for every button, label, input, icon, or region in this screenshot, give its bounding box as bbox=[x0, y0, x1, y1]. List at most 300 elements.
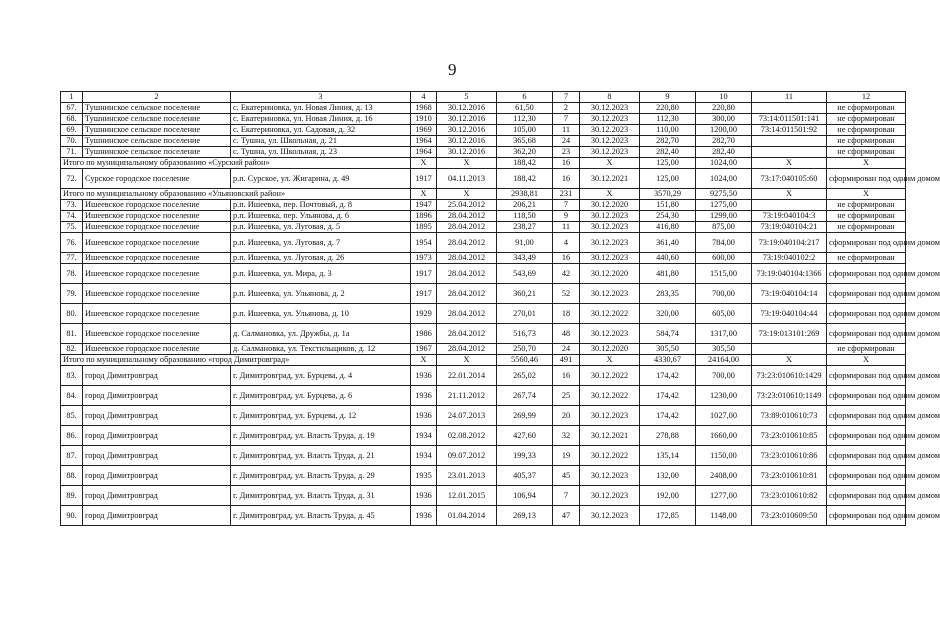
land-area: 174,42 bbox=[640, 406, 696, 426]
construction-year: 1936 bbox=[411, 386, 437, 406]
total-area: 24164,00 bbox=[696, 355, 752, 366]
house-address: р.п. Сурское, ул. Жигарина, д. 49 bbox=[231, 169, 411, 189]
total-area: 605,00 bbox=[696, 304, 752, 324]
land-area: 135,14 bbox=[640, 446, 696, 466]
construction-year: 1934 bbox=[411, 426, 437, 446]
settlement-name: Тушнинское сельское поселение bbox=[83, 125, 231, 136]
cadastral-number: Х bbox=[752, 189, 827, 200]
residents-count: 16 bbox=[553, 169, 580, 189]
cadastral-number bbox=[752, 344, 827, 355]
row-number: 85. bbox=[61, 406, 83, 426]
resettlement-deadline: 30.12.2022 bbox=[580, 304, 640, 324]
residents-count: 9 bbox=[553, 211, 580, 222]
table-row bbox=[61, 200, 906, 211]
settlement-name: Тушнинское сельское поселение bbox=[83, 136, 231, 147]
living-area: 238,27 bbox=[497, 222, 553, 233]
recognition-date: 28.04.2012 bbox=[437, 284, 497, 304]
row-number: 80. bbox=[61, 304, 83, 324]
construction-year: Х bbox=[411, 355, 437, 366]
column-header: 1 bbox=[61, 92, 83, 103]
total-area: 1024,00 bbox=[696, 169, 752, 189]
land-plot-status: сформирован под одним домом bbox=[827, 446, 906, 466]
house-address: р.п. Ишеевка, ул. Ульянова, д. 2 bbox=[231, 284, 411, 304]
construction-year: 1967 bbox=[411, 344, 437, 355]
row-number: 81. bbox=[61, 324, 83, 344]
total-area: 700,00 bbox=[696, 284, 752, 304]
total-area: 1317,00 bbox=[696, 324, 752, 344]
settlement-name: город Димитровград bbox=[83, 446, 231, 466]
total-area: 1024,00 bbox=[696, 158, 752, 169]
row-number: 67. bbox=[61, 103, 83, 114]
row-number: 68. bbox=[61, 114, 83, 125]
land-plot-status: сформирован под одним домом bbox=[827, 366, 906, 386]
recognition-date: 28.04.2012 bbox=[437, 344, 497, 355]
table-row bbox=[61, 486, 906, 506]
table-row bbox=[61, 222, 906, 233]
total-area: 1275,00 bbox=[696, 200, 752, 211]
column-header: 5 bbox=[437, 92, 497, 103]
land-area: 125,00 bbox=[640, 158, 696, 169]
land-plot-status: сформирован под одним домом bbox=[827, 304, 906, 324]
total-area: 305,50 bbox=[696, 344, 752, 355]
total-area: 784,00 bbox=[696, 233, 752, 253]
recognition-date: Х bbox=[437, 355, 497, 366]
land-area: 110,00 bbox=[640, 125, 696, 136]
land-area: 192,00 bbox=[640, 486, 696, 506]
living-area: 199,33 bbox=[497, 446, 553, 466]
living-area: 2938,81 bbox=[497, 189, 553, 200]
cadastral-number: 73:19:040102:2 bbox=[752, 253, 827, 264]
residents-count: 20 bbox=[553, 406, 580, 426]
recognition-date: 28.04.2012 bbox=[437, 304, 497, 324]
subtotal-row bbox=[61, 189, 906, 200]
subtotal-label: Итого по муниципальному образованию «город Димитровград» bbox=[61, 355, 411, 366]
column-number-row bbox=[61, 92, 906, 103]
living-area: 61,50 bbox=[497, 103, 553, 114]
row-number: 71. bbox=[61, 147, 83, 158]
recognition-date: 23.01.2013 bbox=[437, 466, 497, 486]
construction-year: 1917 bbox=[411, 264, 437, 284]
land-plot-status: не сформирован bbox=[827, 136, 906, 147]
settlement-name: город Димитровград bbox=[83, 426, 231, 446]
resettlement-deadline: 30.12.2023 bbox=[580, 506, 640, 526]
resettlement-deadline: 30.12.2023 bbox=[580, 284, 640, 304]
residents-count: 7 bbox=[553, 114, 580, 125]
total-area: 1027,00 bbox=[696, 406, 752, 426]
row-number: 87. bbox=[61, 446, 83, 466]
residents-count: 47 bbox=[553, 506, 580, 526]
house-address: г. Димитровград, ул. Бурцева, д. 12 bbox=[231, 406, 411, 426]
total-area: 1299,00 bbox=[696, 211, 752, 222]
resettlement-deadline: 30.12.2023 bbox=[580, 466, 640, 486]
recognition-date: 30.12.2016 bbox=[437, 136, 497, 147]
housing-registry-table bbox=[60, 91, 940, 526]
row-number: 78. bbox=[61, 264, 83, 284]
table-row bbox=[61, 169, 906, 189]
row-number: 75. bbox=[61, 222, 83, 233]
land-plot-status: не сформирован bbox=[827, 103, 906, 114]
recognition-date: 30.12.2016 bbox=[437, 147, 497, 158]
construction-year: 1969 bbox=[411, 125, 437, 136]
land-plot-status: не сформирован bbox=[827, 147, 906, 158]
land-plot-status: сформирован под одним домом bbox=[827, 169, 906, 189]
house-address: с. Тушна, ул. Школьная, д. 21 bbox=[231, 136, 411, 147]
settlement-name: город Димитровград bbox=[83, 486, 231, 506]
cadastral-number: 73:23:010610:82 bbox=[752, 486, 827, 506]
land-plot-status: сформирован под одним домом bbox=[827, 466, 906, 486]
resettlement-deadline: 30.12.2023 bbox=[580, 211, 640, 222]
residents-count: 491 bbox=[553, 355, 580, 366]
total-area: 220,80 bbox=[696, 103, 752, 114]
row-number: 82. bbox=[61, 344, 83, 355]
resettlement-deadline: 30.12.2020 bbox=[580, 344, 640, 355]
residents-count: 24 bbox=[553, 344, 580, 355]
resettlement-deadline: 30.12.2023 bbox=[580, 253, 640, 264]
recognition-date: 24.07.2013 bbox=[437, 406, 497, 426]
land-area: 584,74 bbox=[640, 324, 696, 344]
row-number: 84. bbox=[61, 386, 83, 406]
construction-year: 1934 bbox=[411, 446, 437, 466]
column-header: 10 bbox=[696, 92, 752, 103]
construction-year: 1968 bbox=[411, 103, 437, 114]
table-row bbox=[61, 114, 906, 125]
living-area: 405,37 bbox=[497, 466, 553, 486]
table-row bbox=[61, 125, 906, 136]
living-area: 91,00 bbox=[497, 233, 553, 253]
table-row bbox=[61, 211, 906, 222]
settlement-name: Ишеевское городское поселение bbox=[83, 233, 231, 253]
land-area: 132,00 bbox=[640, 466, 696, 486]
settlement-name: Тушнинское сельское поселение bbox=[83, 147, 231, 158]
recognition-date: 04.11.2013 bbox=[437, 169, 497, 189]
table-row bbox=[61, 446, 906, 466]
recognition-date: 01.04.2014 bbox=[437, 506, 497, 526]
land-area: 320,00 bbox=[640, 304, 696, 324]
resettlement-deadline: 30.12.2020 bbox=[580, 200, 640, 211]
cadastral-number: 73:23:010610:81 bbox=[752, 466, 827, 486]
living-area: 188,42 bbox=[497, 158, 553, 169]
land-area: 4330,67 bbox=[640, 355, 696, 366]
column-header: 4 bbox=[411, 92, 437, 103]
land-plot-status: не сформирован bbox=[827, 253, 906, 264]
living-area: 360,21 bbox=[497, 284, 553, 304]
resettlement-deadline: 30.12.2023 bbox=[580, 406, 640, 426]
resettlement-deadline: 30.12.2023 bbox=[580, 103, 640, 114]
resettlement-deadline: 30.12.2022 bbox=[580, 386, 640, 406]
table-row bbox=[61, 284, 906, 304]
land-plot-status: сформирован под одним домом bbox=[827, 284, 906, 304]
row-number: 76. bbox=[61, 233, 83, 253]
row-number: 77. bbox=[61, 253, 83, 264]
resettlement-deadline: 30.12.2023 bbox=[580, 222, 640, 233]
cadastral-number bbox=[752, 200, 827, 211]
residents-count: 45 bbox=[553, 466, 580, 486]
resettlement-deadline: 30.12.2022 bbox=[580, 366, 640, 386]
construction-year: 1929 bbox=[411, 304, 437, 324]
living-area: 362,20 bbox=[497, 147, 553, 158]
table-row bbox=[61, 253, 906, 264]
construction-year: 1973 bbox=[411, 253, 437, 264]
recognition-date: 28.04.2012 bbox=[437, 233, 497, 253]
land-plot-status: Х bbox=[827, 189, 906, 200]
subtotal-label: Итого по муниципальному образованию «Ульяновский район» bbox=[61, 189, 411, 200]
land-plot-status: сформирован под одним домом bbox=[827, 324, 906, 344]
resettlement-deadline: Х bbox=[580, 189, 640, 200]
row-number: 69. bbox=[61, 125, 83, 136]
settlement-name: город Димитровград bbox=[83, 466, 231, 486]
recognition-date: 28.04.2012 bbox=[437, 264, 497, 284]
construction-year: 1896 bbox=[411, 211, 437, 222]
residents-count: 19 bbox=[553, 446, 580, 466]
settlement-name: город Димитровград bbox=[83, 406, 231, 426]
house-address: г. Димитровград, ул. Власть Труда, д. 21 bbox=[231, 446, 411, 466]
row-number: 88. bbox=[61, 466, 83, 486]
settlement-name: город Димитровград bbox=[83, 386, 231, 406]
land-area: 125,00 bbox=[640, 169, 696, 189]
resettlement-deadline: 30.12.2021 bbox=[580, 426, 640, 446]
column-header: 2 bbox=[83, 92, 231, 103]
land-plot-status: сформирован под одним домом bbox=[827, 506, 906, 526]
resettlement-deadline: 30.12.2020 bbox=[580, 264, 640, 284]
table-row bbox=[61, 386, 906, 406]
house-address: г. Димитровград, ул. Власть Труда, д. 19 bbox=[231, 426, 411, 446]
cadastral-number: Х bbox=[752, 158, 827, 169]
cadastral-number: 73:19:040104:1366 bbox=[752, 264, 827, 284]
total-area: 1200,00 bbox=[696, 125, 752, 136]
settlement-name: город Димитровград bbox=[83, 506, 231, 526]
total-area: 300,00 bbox=[696, 114, 752, 125]
cadastral-number: 73:14:011501:141 bbox=[752, 114, 827, 125]
living-area: 427,60 bbox=[497, 426, 553, 446]
construction-year: 1895 bbox=[411, 222, 437, 233]
land-area: 151,80 bbox=[640, 200, 696, 211]
construction-year: 1936 bbox=[411, 486, 437, 506]
recognition-date: 30.12.2016 bbox=[437, 103, 497, 114]
row-number: 90. bbox=[61, 506, 83, 526]
land-area: 282,70 bbox=[640, 136, 696, 147]
land-area: 440,60 bbox=[640, 253, 696, 264]
total-area: 1277,00 bbox=[696, 486, 752, 506]
settlement-name: Ишеевское городское поселение bbox=[83, 304, 231, 324]
residents-count: 16 bbox=[553, 366, 580, 386]
column-header: 8 bbox=[580, 92, 640, 103]
recognition-date: 30.12.2016 bbox=[437, 114, 497, 125]
construction-year: 1936 bbox=[411, 366, 437, 386]
land-plot-status: не сформирован bbox=[827, 222, 906, 233]
recognition-date: Х bbox=[437, 189, 497, 200]
living-area: 250,70 bbox=[497, 344, 553, 355]
land-plot-status: сформирован под одним домом bbox=[827, 406, 906, 426]
land-plot-status: сформирован под одним домом bbox=[827, 386, 906, 406]
living-area: 112,30 bbox=[497, 114, 553, 125]
cadastral-number: 73:19:040104:217 bbox=[752, 233, 827, 253]
construction-year: 1917 bbox=[411, 284, 437, 304]
table-row bbox=[61, 344, 906, 355]
total-area: 9275,50 bbox=[696, 189, 752, 200]
land-area: 174,42 bbox=[640, 366, 696, 386]
living-area: 269,99 bbox=[497, 406, 553, 426]
residents-count: 16 bbox=[553, 253, 580, 264]
house-address: р.п. Ишеевка, ул. Мира, д. 3 bbox=[231, 264, 411, 284]
resettlement-deadline: 30.12.2023 bbox=[580, 147, 640, 158]
cadastral-number: 73:19:040104:3 bbox=[752, 211, 827, 222]
settlement-name: Ишеевское городское поселение bbox=[83, 200, 231, 211]
residents-count: 42 bbox=[553, 264, 580, 284]
column-header: 11 bbox=[752, 92, 827, 103]
land-area: 282,40 bbox=[640, 147, 696, 158]
land-area: 174,42 bbox=[640, 386, 696, 406]
living-area: 267,74 bbox=[497, 386, 553, 406]
total-area: 875,00 bbox=[696, 222, 752, 233]
column-header: 9 bbox=[640, 92, 696, 103]
land-area: 361,40 bbox=[640, 233, 696, 253]
residents-count: 4 bbox=[553, 233, 580, 253]
living-area: 118,50 bbox=[497, 211, 553, 222]
settlement-name: Ишеевское городское поселение bbox=[83, 222, 231, 233]
construction-year: 1964 bbox=[411, 147, 437, 158]
resettlement-deadline: 30.12.2023 bbox=[580, 114, 640, 125]
land-plot-status: не сформирован bbox=[827, 114, 906, 125]
table-row bbox=[61, 324, 906, 344]
residents-count: 11 bbox=[553, 222, 580, 233]
construction-year: Х bbox=[411, 189, 437, 200]
construction-year: 1910 bbox=[411, 114, 437, 125]
recognition-date: 21.11.2012 bbox=[437, 386, 497, 406]
cadastral-number bbox=[752, 103, 827, 114]
land-plot-status: не сформирован bbox=[827, 200, 906, 211]
construction-year: 1936 bbox=[411, 406, 437, 426]
living-area: 105,00 bbox=[497, 125, 553, 136]
total-area: 2408,00 bbox=[696, 466, 752, 486]
table-row bbox=[61, 264, 906, 284]
recognition-date: 28.04.2012 bbox=[437, 253, 497, 264]
residents-count: 231 bbox=[553, 189, 580, 200]
construction-year: 1935 bbox=[411, 466, 437, 486]
land-area: 481,80 bbox=[640, 264, 696, 284]
land-area: 254,30 bbox=[640, 211, 696, 222]
recognition-date: 25.04.2012 bbox=[437, 200, 497, 211]
row-number: 73. bbox=[61, 200, 83, 211]
recognition-date: 09.07.2012 bbox=[437, 446, 497, 466]
cadastral-number: 73:23:010609:50 bbox=[752, 506, 827, 526]
cadastral-number: 73:14:011501:92 bbox=[752, 125, 827, 136]
row-number: 89. bbox=[61, 486, 83, 506]
column-header: 3 bbox=[231, 92, 411, 103]
living-area: 5560,46 bbox=[497, 355, 553, 366]
residents-count: 23 bbox=[553, 147, 580, 158]
house-address: г. Димитровград, ул. Бурцева, д. 6 bbox=[231, 386, 411, 406]
row-number: 70. bbox=[61, 136, 83, 147]
house-address: г. Димитровград, ул. Власть Труда, д. 29 bbox=[231, 466, 411, 486]
settlement-name: город Димитровград bbox=[83, 366, 231, 386]
living-area: 269,13 bbox=[497, 506, 553, 526]
resettlement-deadline: 30.12.2022 bbox=[580, 446, 640, 466]
land-plot-status: не сформирован bbox=[827, 344, 906, 355]
total-area: 1150,00 bbox=[696, 446, 752, 466]
resettlement-deadline: 30.12.2023 bbox=[580, 486, 640, 506]
construction-year: 1917 bbox=[411, 169, 437, 189]
land-plot-status: не сформирован bbox=[827, 211, 906, 222]
resettlement-deadline: 30.12.2023 bbox=[580, 136, 640, 147]
resettlement-deadline: Х bbox=[580, 355, 640, 366]
land-plot-status: Х bbox=[827, 355, 906, 366]
construction-year: Х bbox=[411, 158, 437, 169]
residents-count: 32 bbox=[553, 426, 580, 446]
table-row bbox=[61, 103, 906, 114]
total-area: 1515,00 bbox=[696, 264, 752, 284]
house-address: р.п. Ишеевка, ул. Луговая, д. 7 bbox=[231, 233, 411, 253]
living-area: 543,69 bbox=[497, 264, 553, 284]
residents-count: 24 bbox=[553, 136, 580, 147]
residents-count: 48 bbox=[553, 324, 580, 344]
house-address: г. Димитровград, ул. Бурцева, д. 4 bbox=[231, 366, 411, 386]
row-number: 83. bbox=[61, 366, 83, 386]
cadastral-number bbox=[752, 147, 827, 158]
house-address: д. Салмановка, ул. Текстильщиков, д. 12 bbox=[231, 344, 411, 355]
recognition-date: 30.12.2016 bbox=[437, 125, 497, 136]
cadastral-number: 73:23:010610:1149 bbox=[752, 386, 827, 406]
living-area: 188,42 bbox=[497, 169, 553, 189]
cadastral-number: 73:19:040104:44 bbox=[752, 304, 827, 324]
living-area: 265,02 bbox=[497, 366, 553, 386]
table-row bbox=[61, 406, 906, 426]
subtotal-row bbox=[61, 355, 906, 366]
cadastral-number: 73:23:010610:85 bbox=[752, 426, 827, 446]
recognition-date: 28.04.2012 bbox=[437, 211, 497, 222]
land-plot-status: сформирован под одним домом bbox=[827, 233, 906, 253]
cadastral-number: 73:23:010610:1429 bbox=[752, 366, 827, 386]
living-area: 365,68 bbox=[497, 136, 553, 147]
residents-count: 25 bbox=[553, 386, 580, 406]
construction-year: 1986 bbox=[411, 324, 437, 344]
page-number: 9 bbox=[448, 60, 457, 79]
land-plot-status: сформирован под одним домом bbox=[827, 426, 906, 446]
row-number: 79. bbox=[61, 284, 83, 304]
house-address: с. Екатериновка, ул. Садовая, д. 32 bbox=[231, 125, 411, 136]
cadastral-number: 73:23:010610:86 bbox=[752, 446, 827, 466]
residents-count: 2 bbox=[553, 103, 580, 114]
construction-year: 1964 bbox=[411, 136, 437, 147]
table-row bbox=[61, 426, 906, 446]
residents-count: 18 bbox=[553, 304, 580, 324]
residents-count: 7 bbox=[553, 486, 580, 506]
table-row bbox=[61, 466, 906, 486]
settlement-name: Ишеевское городское поселение bbox=[83, 211, 231, 222]
land-plot-status: не сформирован bbox=[827, 125, 906, 136]
total-area: 1660,00 bbox=[696, 426, 752, 446]
subtotal-label: Итого по муниципальному образованию «Сурский район» bbox=[61, 158, 411, 169]
land-area: 283,35 bbox=[640, 284, 696, 304]
resettlement-deadline: Х bbox=[580, 158, 640, 169]
table-row bbox=[61, 304, 906, 324]
cadastral-number: 73:89:010610:73 bbox=[752, 406, 827, 426]
table-row bbox=[61, 147, 906, 158]
settlement-name: Сурское городское поселение bbox=[83, 169, 231, 189]
house-address: р.п. Ишеевка, ул. Луговая, д. 26 bbox=[231, 253, 411, 264]
table-row bbox=[61, 233, 906, 253]
cadastral-number bbox=[752, 136, 827, 147]
total-area: 700,00 bbox=[696, 366, 752, 386]
residents-count: 16 bbox=[553, 158, 580, 169]
living-area: 206,21 bbox=[497, 200, 553, 211]
house-address: г. Димитровград, ул. Власть Труда, д. 31 bbox=[231, 486, 411, 506]
recognition-date: 28.04.2012 bbox=[437, 324, 497, 344]
table-row bbox=[61, 366, 906, 386]
living-area: 270,01 bbox=[497, 304, 553, 324]
land-area: 305,50 bbox=[640, 344, 696, 355]
recognition-date: 22.01.2014 bbox=[437, 366, 497, 386]
row-number: 72. bbox=[61, 169, 83, 189]
